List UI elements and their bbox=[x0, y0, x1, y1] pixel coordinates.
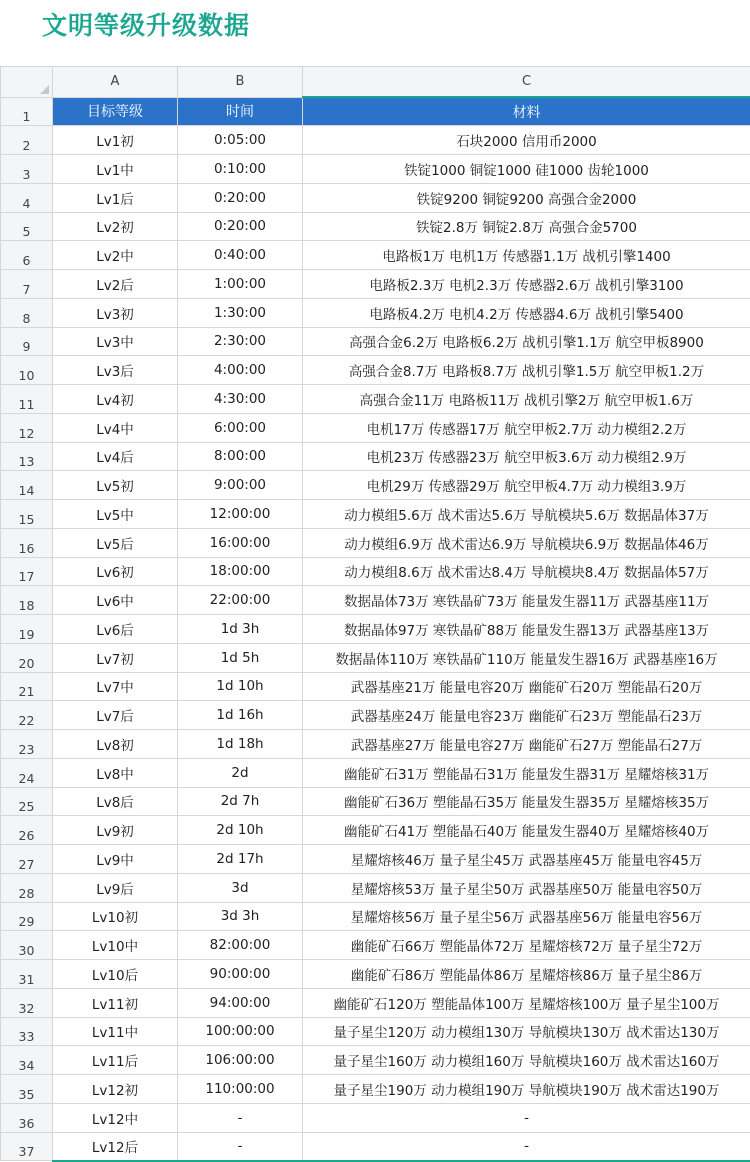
table-row bbox=[1, 1046, 750, 1075]
row-number[interactable]: 34 bbox=[1, 1046, 53, 1075]
cell-time[interactable]: 3d 3h bbox=[178, 902, 303, 931]
cell-materials[interactable]: 幽能矿石66万 塑能晶体72万 星耀熔核72万 量子星尘72万 bbox=[303, 931, 750, 960]
table-row bbox=[1, 960, 750, 989]
row-number[interactable]: 18 bbox=[1, 586, 53, 615]
row-number[interactable]: 5 bbox=[1, 212, 53, 241]
table-row bbox=[1, 500, 750, 529]
cell-target-level[interactable]: Lv4后 bbox=[53, 442, 178, 471]
row-number[interactable]: 14 bbox=[1, 471, 53, 500]
cell-target-level[interactable]: Lv3初 bbox=[53, 298, 178, 327]
cell-materials[interactable]: 电机17万 传感器17万 航空甲板2.7万 动力模组2.2万 bbox=[303, 413, 750, 442]
table-row bbox=[1, 845, 750, 874]
row-number[interactable]: 15 bbox=[1, 500, 53, 529]
cell-target-level[interactable]: Lv4初 bbox=[53, 385, 178, 414]
cell-time[interactable]: 12:00:00 bbox=[178, 500, 303, 529]
table-row bbox=[1, 413, 750, 442]
cell-time[interactable]: 22:00:00 bbox=[178, 586, 303, 615]
cell-time[interactable]: 4:00:00 bbox=[178, 356, 303, 385]
row-number[interactable]: 25 bbox=[1, 787, 53, 816]
cell-time[interactable]: 2d 17h bbox=[178, 845, 303, 874]
cell-time[interactable]: 82:00:00 bbox=[178, 931, 303, 960]
cell-target-level[interactable]: Lv12后 bbox=[53, 1132, 178, 1161]
table-row bbox=[1, 672, 750, 701]
cell-materials[interactable]: 星耀熔核46万 量子星尘45万 武器基座45万 能量电容45万 bbox=[303, 845, 750, 874]
row-number[interactable]: 23 bbox=[1, 730, 53, 759]
table-row bbox=[1, 155, 750, 184]
cell-materials[interactable]: 武器基座24万 能量电容23万 幽能矿石23万 塑能晶石23万 bbox=[303, 701, 750, 730]
cell-time[interactable]: 2d 7h bbox=[178, 787, 303, 816]
cell-materials[interactable]: 石块2000 信用币2000 bbox=[303, 126, 750, 155]
cell-target-level[interactable]: Lv10后 bbox=[53, 960, 178, 989]
cell-time[interactable]: 90:00:00 bbox=[178, 960, 303, 989]
cell-target-level[interactable]: Lv5初 bbox=[53, 471, 178, 500]
row-number[interactable]: 12 bbox=[1, 413, 53, 442]
cell-time[interactable]: 1:00:00 bbox=[178, 270, 303, 299]
table-row bbox=[1, 241, 750, 270]
cell-materials[interactable]: 动力模组6.9万 战术雷达6.9万 导航模块6.9万 数据晶体46万 bbox=[303, 528, 750, 557]
cell-materials[interactable]: 武器基座21万 能量电容20万 幽能矿石20万 塑能晶石20万 bbox=[303, 672, 750, 701]
cell-materials[interactable]: 电机23万 传感器23万 航空甲板3.6万 动力模组2.9万 bbox=[303, 442, 750, 471]
cell-time[interactable]: 1d 16h bbox=[178, 701, 303, 730]
row-number[interactable]: 11 bbox=[1, 385, 53, 414]
cell-materials[interactable]: 幽能矿石86万 塑能晶体86万 星耀熔核86万 量子星尘86万 bbox=[303, 960, 750, 989]
cell-target-level[interactable]: Lv5中 bbox=[53, 500, 178, 529]
row-number[interactable]: 30 bbox=[1, 931, 53, 960]
cell-target-level[interactable]: Lv9中 bbox=[53, 845, 178, 874]
cell-time[interactable]: 1d 3h bbox=[178, 615, 303, 644]
cell-target-level[interactable]: Lv10中 bbox=[53, 931, 178, 960]
column-header-row bbox=[1, 67, 750, 98]
row-number[interactable]: 10 bbox=[1, 356, 53, 385]
cell-time[interactable]: 0:05:00 bbox=[178, 126, 303, 155]
cell-time[interactable]: 0:20:00 bbox=[178, 212, 303, 241]
table-row bbox=[1, 701, 750, 730]
row-number[interactable]: 29 bbox=[1, 902, 53, 931]
cell-time[interactable]: 9:00:00 bbox=[178, 471, 303, 500]
page-title: 文明等级升级数据 bbox=[42, 6, 250, 46]
table-row bbox=[1, 586, 750, 615]
row-number[interactable]: 7 bbox=[1, 270, 53, 299]
cell-time[interactable]: 106:00:00 bbox=[178, 1046, 303, 1075]
table-row bbox=[1, 298, 750, 327]
cell-target-level[interactable]: Lv2中 bbox=[53, 241, 178, 270]
cell-materials[interactable]: 幽能矿石120万 塑能晶体100万 星耀熔核100万 量子星尘100万 bbox=[303, 988, 750, 1017]
table-row bbox=[1, 758, 750, 787]
cell-time[interactable]: 4:30:00 bbox=[178, 385, 303, 414]
cell-materials[interactable]: 幽能矿石36万 塑能晶石35万 能量发生器35万 星耀熔核35万 bbox=[303, 787, 750, 816]
row-number[interactable]: 28 bbox=[1, 873, 53, 902]
cell-target-level[interactable]: Lv10初 bbox=[53, 902, 178, 931]
cell-target-level[interactable]: Lv1中 bbox=[53, 155, 178, 184]
row-number[interactable]: 33 bbox=[1, 1017, 53, 1046]
header-target-level[interactable]: 目标等级 bbox=[53, 97, 178, 126]
table-row bbox=[1, 385, 750, 414]
cell-materials[interactable]: 星耀熔核53万 量子星尘50万 武器基座50万 能量电容50万 bbox=[303, 873, 750, 902]
cell-target-level[interactable]: Lv11后 bbox=[53, 1046, 178, 1075]
cell-target-level[interactable]: Lv6后 bbox=[53, 615, 178, 644]
row-number[interactable]: 36 bbox=[1, 1103, 53, 1132]
row-number[interactable]: 32 bbox=[1, 988, 53, 1017]
cell-time[interactable]: 8:00:00 bbox=[178, 442, 303, 471]
table-row bbox=[1, 528, 750, 557]
row-number[interactable]: 17 bbox=[1, 557, 53, 586]
cell-target-level[interactable]: Lv11初 bbox=[53, 988, 178, 1017]
table-row bbox=[1, 212, 750, 241]
select-all-icon bbox=[40, 85, 49, 94]
cell-materials[interactable]: 数据晶体110万 寒铁晶矿110万 能量发生器16万 武器基座16万 bbox=[303, 643, 750, 672]
cell-time[interactable]: 100:00:00 bbox=[178, 1017, 303, 1046]
cell-target-level[interactable]: Lv3后 bbox=[53, 356, 178, 385]
cell-target-level[interactable]: Lv8中 bbox=[53, 758, 178, 787]
table-row bbox=[1, 327, 750, 356]
cell-target-level[interactable]: Lv12初 bbox=[53, 1075, 178, 1104]
cell-time[interactable]: 1:30:00 bbox=[178, 298, 303, 327]
cell-materials[interactable]: - bbox=[303, 1132, 750, 1161]
cell-materials[interactable]: 电路板1万 电机1万 传感器1.1万 战机引擎1400 bbox=[303, 241, 750, 270]
cell-materials[interactable]: 电机29万 传感器29万 航空甲板4.7万 动力模组3.9万 bbox=[303, 471, 750, 500]
cell-target-level[interactable]: Lv5后 bbox=[53, 528, 178, 557]
row-number[interactable]: 22 bbox=[1, 701, 53, 730]
cell-materials[interactable]: - bbox=[303, 1103, 750, 1132]
row-number[interactable]: 37 bbox=[1, 1132, 53, 1161]
cell-time[interactable]: 16:00:00 bbox=[178, 528, 303, 557]
cell-materials[interactable]: 数据晶体73万 寒铁晶矿73万 能量发生器11万 武器基座11万 bbox=[303, 586, 750, 615]
table-row bbox=[1, 557, 750, 586]
table-row bbox=[1, 1075, 750, 1104]
cell-materials[interactable]: 量子星尘120万 动力模组130万 导航模块130万 战术雷达130万 bbox=[303, 1017, 750, 1046]
cell-time[interactable]: 1d 18h bbox=[178, 730, 303, 759]
table-row bbox=[1, 442, 750, 471]
cell-materials[interactable]: 高强合金8.7万 电路板8.7万 战机引擎1.5万 航空甲板1.2万 bbox=[303, 356, 750, 385]
cell-target-level[interactable]: Lv7初 bbox=[53, 643, 178, 672]
cell-materials[interactable]: 高强合金6.2万 电路板6.2万 战机引擎1.1万 航空甲板8900 bbox=[303, 327, 750, 356]
table-row bbox=[1, 615, 750, 644]
cell-target-level[interactable]: Lv2后 bbox=[53, 270, 178, 299]
cell-target-level[interactable]: Lv4中 bbox=[53, 413, 178, 442]
table-row bbox=[1, 471, 750, 500]
row-number[interactable]: 4 bbox=[1, 183, 53, 212]
header-materials[interactable]: 材料 bbox=[303, 97, 750, 126]
row-number[interactable]: 21 bbox=[1, 672, 53, 701]
cell-materials[interactable]: 铁锭2.8万 铜锭2.8万 高强合金5700 bbox=[303, 212, 750, 241]
row-number[interactable]: 16 bbox=[1, 528, 53, 557]
cell-target-level[interactable]: Lv7中 bbox=[53, 672, 178, 701]
table-row bbox=[1, 787, 750, 816]
cell-time[interactable]: 1d 10h bbox=[178, 672, 303, 701]
row-number[interactable]: 13 bbox=[1, 442, 53, 471]
cell-target-level[interactable]: Lv8初 bbox=[53, 730, 178, 759]
cell-time[interactable]: 18:00:00 bbox=[178, 557, 303, 586]
cell-target-level[interactable]: Lv9初 bbox=[53, 816, 178, 845]
cell-target-level[interactable]: Lv11中 bbox=[53, 1017, 178, 1046]
cell-materials[interactable]: 量子星尘160万 动力模组160万 导航模块160万 战术雷达160万 bbox=[303, 1046, 750, 1075]
cell-materials[interactable]: 电路板2.3万 电机2.3万 传感器2.6万 战机引擎3100 bbox=[303, 270, 750, 299]
row-number[interactable]: 9 bbox=[1, 327, 53, 356]
table-row bbox=[1, 183, 750, 212]
table-row bbox=[1, 1103, 750, 1132]
cell-target-level[interactable]: Lv3中 bbox=[53, 327, 178, 356]
data-table bbox=[0, 66, 750, 1161]
row-number[interactable]: 31 bbox=[1, 960, 53, 989]
table-row bbox=[1, 356, 750, 385]
table-row bbox=[1, 988, 750, 1017]
table-row bbox=[1, 873, 750, 902]
row-number[interactable]: 8 bbox=[1, 298, 53, 327]
table-row bbox=[1, 730, 750, 759]
row-number[interactable]: 26 bbox=[1, 816, 53, 845]
table-row bbox=[1, 643, 750, 672]
cell-time[interactable]: 6:00:00 bbox=[178, 413, 303, 442]
table-row bbox=[1, 902, 750, 931]
row-number[interactable]: 6 bbox=[1, 241, 53, 270]
table-row bbox=[1, 270, 750, 299]
cell-materials[interactable]: 数据晶体97万 寒铁晶矿88万 能量发生器13万 武器基座13万 bbox=[303, 615, 750, 644]
cell-time[interactable]: 0:20:00 bbox=[178, 183, 303, 212]
row-number[interactable]: 20 bbox=[1, 643, 53, 672]
row-number[interactable]: 35 bbox=[1, 1075, 53, 1104]
cell-time[interactable]: 0:40:00 bbox=[178, 241, 303, 270]
cell-materials[interactable]: 幽能矿石41万 塑能晶石40万 能量发生器40万 星耀熔核40万 bbox=[303, 816, 750, 845]
table-row bbox=[1, 1132, 750, 1161]
cell-time[interactable]: - bbox=[178, 1132, 303, 1161]
row-number[interactable]: 19 bbox=[1, 615, 53, 644]
select-all-corner[interactable] bbox=[1, 67, 53, 98]
cell-time[interactable]: - bbox=[178, 1103, 303, 1132]
cell-time[interactable]: 1d 5h bbox=[178, 643, 303, 672]
column-header-c[interactable]: C bbox=[303, 67, 750, 98]
cell-materials[interactable]: 动力模组8.6万 战术雷达8.4万 导航模块8.4万 数据晶体57万 bbox=[303, 557, 750, 586]
cell-target-level[interactable]: Lv1后 bbox=[53, 183, 178, 212]
cell-time[interactable]: 2d bbox=[178, 758, 303, 787]
cell-materials[interactable]: 武器基座27万 能量电容27万 幽能矿石27万 塑能晶石27万 bbox=[303, 730, 750, 759]
cell-materials[interactable]: 幽能矿石31万 塑能晶石31万 能量发生器31万 星耀熔核31万 bbox=[303, 758, 750, 787]
column-header-a[interactable]: A bbox=[53, 67, 178, 98]
cell-time[interactable]: 110:00:00 bbox=[178, 1075, 303, 1104]
row-number[interactable]: 1 bbox=[1, 97, 53, 126]
spreadsheet bbox=[0, 66, 750, 1161]
cell-target-level[interactable]: Lv6初 bbox=[53, 557, 178, 586]
cell-target-level[interactable]: Lv12中 bbox=[53, 1103, 178, 1132]
cell-time[interactable]: 0:10:00 bbox=[178, 155, 303, 184]
cell-target-level[interactable]: Lv9后 bbox=[53, 873, 178, 902]
cell-materials[interactable]: 铁锭1000 铜锭1000 硅1000 齿轮1000 bbox=[303, 155, 750, 184]
table-row bbox=[1, 1017, 750, 1046]
row-number[interactable]: 3 bbox=[1, 155, 53, 184]
cell-materials[interactable]: 星耀熔核56万 量子星尘56万 武器基座56万 能量电容56万 bbox=[303, 902, 750, 931]
cell-target-level[interactable]: Lv8后 bbox=[53, 787, 178, 816]
cell-time[interactable]: 94:00:00 bbox=[178, 988, 303, 1017]
table-header-row bbox=[1, 97, 750, 126]
cell-materials[interactable]: 高强合金11万 电路板11万 战机引擎2万 航空甲板1.6万 bbox=[303, 385, 750, 414]
row-number[interactable]: 2 bbox=[1, 126, 53, 155]
cell-target-level[interactable]: Lv7后 bbox=[53, 701, 178, 730]
cell-materials[interactable]: 量子星尘190万 动力模组190万 导航模块190万 战术雷达190万 bbox=[303, 1075, 750, 1104]
column-header-b[interactable]: B bbox=[178, 67, 303, 98]
cell-target-level[interactable]: Lv2初 bbox=[53, 212, 178, 241]
row-number[interactable]: 27 bbox=[1, 845, 53, 874]
table-row bbox=[1, 931, 750, 960]
table-row bbox=[1, 816, 750, 845]
table-row bbox=[1, 126, 750, 155]
cell-time[interactable]: 2d 10h bbox=[178, 816, 303, 845]
cell-materials[interactable]: 铁锭9200 铜锭9200 高强合金2000 bbox=[303, 183, 750, 212]
cell-materials[interactable]: 动力模组5.6万 战术雷达5.6万 导航模块5.6万 数据晶体37万 bbox=[303, 500, 750, 529]
cell-time[interactable]: 2:30:00 bbox=[178, 327, 303, 356]
header-time[interactable]: 时间 bbox=[178, 97, 303, 126]
row-number[interactable]: 24 bbox=[1, 758, 53, 787]
cell-materials[interactable]: 电路板4.2万 电机4.2万 传感器4.6万 战机引擎5400 bbox=[303, 298, 750, 327]
cell-target-level[interactable]: Lv6中 bbox=[53, 586, 178, 615]
cell-time[interactable]: 3d bbox=[178, 873, 303, 902]
cell-target-level[interactable]: Lv1初 bbox=[53, 126, 178, 155]
